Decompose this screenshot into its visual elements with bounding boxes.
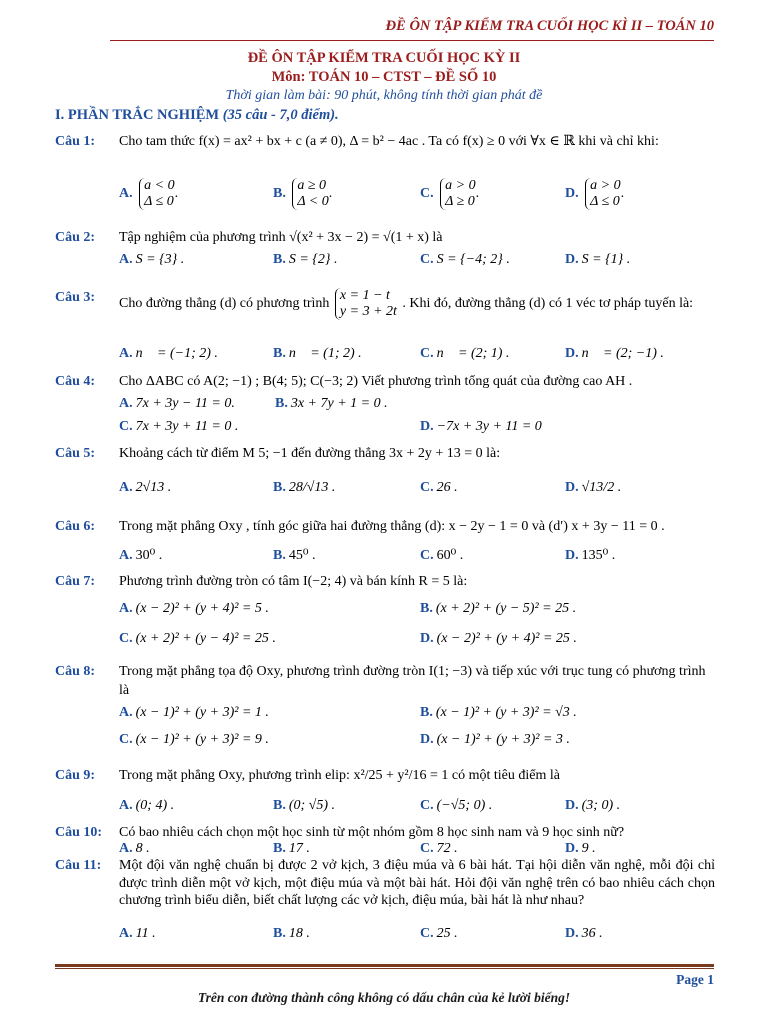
option-d[interactable]: D. a > 0 Δ ≤ 0.: [565, 178, 625, 209]
option-text: 7x + 3y + 11 = 0 .: [135, 419, 239, 434]
option-a[interactable]: [119, 252, 184, 268]
condition-line: a ≥ 0: [297, 178, 327, 193]
options-row: [119, 480, 715, 500]
option-key: C.: [420, 548, 434, 563]
option-text: 36 .: [581, 926, 603, 941]
option-key: A.: [119, 186, 133, 202]
option-c[interactable]: [420, 346, 509, 362]
option-key: C.: [420, 186, 434, 202]
option-b[interactable]: [273, 547, 315, 564]
option-text: 30⁰ .: [135, 548, 163, 563]
option-d[interactable]: [565, 480, 621, 496]
condition-line: x = 1 − t: [339, 288, 390, 303]
option-key: C.: [420, 926, 434, 941]
question-text: Phương trình đường tròn có tâm I(−2; 4) và bán kính R = 5 là:: [119, 574, 468, 589]
condition-line: Δ < 0: [297, 194, 329, 209]
option-key: B.: [275, 396, 288, 411]
option-text: 8 .: [135, 841, 150, 856]
option-text: (x + 2)² + (y − 4)² = 25 .: [135, 631, 276, 646]
option-d[interactable]: [420, 631, 577, 647]
option-text: 72 .: [436, 841, 458, 856]
option-b[interactable]: [275, 396, 388, 412]
option-text: n⃗ = (2; −1) .: [581, 346, 664, 361]
option-text: S = {−4; 2} .: [436, 252, 510, 267]
option-c[interactable]: [420, 798, 492, 814]
option-key: B.: [273, 186, 286, 202]
question-label: Câu 10:: [55, 825, 103, 840]
question-label: Câu 2:: [55, 230, 96, 245]
question-label: Câu 7:: [55, 574, 96, 589]
option-text: (0; 4) .: [135, 798, 175, 813]
option-key: C.: [119, 419, 133, 434]
question-text: Cho ΔABC có A(2; −1) ; B(4; 5); C(−3; 2) Viết phương trình tổng quát của đường cao AH .: [119, 374, 633, 389]
option-c[interactable]: [420, 480, 458, 496]
option-key: C.: [119, 732, 133, 747]
option-b[interactable]: [273, 252, 338, 268]
option-text: √13/2 .: [581, 480, 622, 495]
option-text: 17 .: [288, 841, 310, 856]
footer-rule-thick: [55, 964, 714, 967]
option-key: D.: [420, 419, 434, 434]
condition-line: a > 0: [445, 178, 476, 193]
option-key: D.: [420, 732, 434, 747]
parametric-system: [335, 288, 397, 320]
section-heading: I. PHẦN TRẮC NGHIỆM: [55, 107, 220, 123]
option-text: (x − 1)² + (y + 3)² = 1 .: [135, 705, 269, 720]
option-c[interactable]: [420, 547, 463, 564]
question-text: [119, 288, 715, 320]
options-row: [119, 396, 715, 416]
condition-line: a > 0: [590, 178, 621, 193]
condition-line: y = 3 + 2t: [339, 304, 397, 319]
option-key: A.: [119, 841, 133, 856]
question-text: Khoảng cách từ điểm M 5; −1 đến đường thẳng 3x + 2y + 13 = 0 là:: [119, 446, 501, 461]
question-label: Câu 4:: [55, 374, 96, 389]
option-text: 7x + 3y − 11 = 0.: [135, 396, 235, 411]
option-key: B.: [273, 252, 286, 267]
condition-line: a < 0: [144, 178, 175, 193]
options-row: [119, 732, 715, 752]
option-key: C.: [420, 480, 434, 495]
option-c[interactable]: [420, 252, 510, 268]
option-c[interactable]: [119, 419, 238, 435]
section-meta: (35 câu - 7,0 điểm).: [222, 107, 339, 123]
question-text: Một đội văn nghệ chuẩn bị được 2 vở kịch, 3 điệu múa và 6 bài hát. Tại hội diễn văn nghệ, mỗi đội chỉ được trình diễn một vở kịch, một điệu múa và một bài hát. Hỏi đội văn nghệ trên có bao nhiêu cách chọn chương trình biểu diễn, biết chất lượng các vở kịch, điệu múa, bài hát là như nhau?: [119, 858, 715, 908]
option-a[interactable]: [119, 798, 174, 814]
option-c[interactable]: C. a > 0 Δ ≥ 0.: [420, 178, 480, 209]
option-key: A.: [119, 798, 133, 813]
option-text: 26 .: [436, 480, 458, 495]
option-key: B.: [273, 926, 286, 941]
option-d[interactable]: [565, 926, 603, 942]
option-text: 11 .: [135, 926, 156, 941]
question-text: Cho tam thức f(x) = ax² + bx + c (a ≠ 0), Δ = b² − 4ac . Ta có f(x) ≥ 0 với ∀x ∈ ℝ khi và chỉ khi:: [119, 134, 659, 149]
options-row: [119, 547, 715, 567]
option-a[interactable]: [119, 346, 218, 362]
question-label: Câu 5:: [55, 446, 96, 461]
condition-line: Δ ≥ 0: [445, 194, 475, 209]
option-key: D.: [565, 252, 579, 267]
option-text: 25 .: [436, 926, 458, 941]
option-d[interactable]: [565, 252, 630, 268]
options-row: [119, 926, 715, 946]
option-text: (x − 1)² + (y + 3)² = 3 .: [436, 732, 570, 747]
option-text: 135⁰ .: [581, 548, 616, 563]
option-key: A.: [119, 480, 133, 495]
option-c[interactable]: [420, 841, 458, 857]
option-a[interactable]: [119, 841, 150, 857]
option-d[interactable]: [565, 798, 620, 814]
header-rule: [110, 40, 714, 41]
option-d[interactable]: [565, 841, 596, 857]
option-text: n⃗ = (1; 2) .: [288, 346, 362, 361]
option-key: A.: [119, 252, 133, 267]
question-text: Trong mặt phẳng tọa độ Oxy, phương trình đường tròn I(1; −3) và tiếp xúc với trục tung có phương trình là: [119, 664, 706, 698]
option-text: 3x + 7y + 1 = 0 .: [290, 396, 388, 411]
option-b[interactable]: [273, 841, 310, 857]
question-text: Tập nghiệm của phương trình √(x² + 3x − 2) = √(1 + x) là: [119, 230, 443, 245]
options-row: [119, 419, 715, 439]
option-key: A.: [119, 396, 133, 411]
option-text: (x − 1)² + (y + 3)² = 9 .: [135, 732, 269, 747]
option-text: 60⁰ .: [436, 548, 464, 563]
option-c[interactable]: [119, 732, 269, 748]
option-a[interactable]: [119, 705, 269, 721]
question-text: Trong mặt phẳng Oxy, phương trình elip: x²/25 + y²/16 = 1 có một tiêu điểm là: [119, 768, 560, 783]
option-text: (x − 1)² + (y + 3)² = √3 .: [435, 705, 577, 720]
option-text: n⃗ = (−1; 2) .: [135, 346, 218, 361]
question-text: Có bao nhiêu cách chọn một học sinh từ một nhóm gồm 8 học sinh nam và 9 học sinh nữ?: [119, 825, 625, 840]
condition-line: Δ ≤ 0: [590, 194, 620, 209]
options-row: [119, 798, 715, 818]
option-text: (3; 0) .: [581, 798, 621, 813]
option-text: 9 .: [581, 841, 596, 856]
option-b[interactable]: [273, 798, 335, 814]
option-key: D.: [565, 798, 579, 813]
option-d[interactable]: [565, 346, 664, 362]
option-key: D.: [420, 631, 434, 646]
option-key: D.: [565, 186, 579, 202]
option-text: 45⁰ .: [288, 548, 316, 563]
footer-motto: Trên con đường thành công không có dấu chân của kẻ lười biếng!: [197, 990, 571, 1005]
option-key: B.: [420, 705, 433, 720]
option-key: B.: [420, 601, 433, 616]
option-key: C.: [119, 631, 133, 646]
question-label: Câu 3:: [55, 290, 96, 305]
option-key: A.: [119, 601, 133, 616]
question-label: Câu 8:: [55, 664, 96, 679]
system-of-conditions: [440, 178, 475, 210]
exam-title: ĐỀ ÔN TẬP KIỂM TRA CUỐI HỌC KỲ II: [247, 50, 521, 66]
system-of-conditions: [585, 178, 620, 210]
system-of-conditions: [139, 178, 174, 210]
option-b[interactable]: B. a ≥ 0 Δ < 0.: [273, 178, 333, 209]
option-a[interactable]: [119, 480, 171, 496]
options-row: [119, 601, 715, 621]
exam-time: Thời gian làm bài: 90 phút, không tính thời gian phát đề: [225, 88, 543, 103]
option-b[interactable]: [420, 601, 576, 617]
question-label: Câu 6:: [55, 519, 96, 534]
option-text: n⃗ = (2; 1) .: [436, 346, 510, 361]
option-key: D.: [565, 346, 579, 361]
option-key: C.: [420, 346, 434, 361]
option-b[interactable]: [420, 705, 577, 721]
option-key: B.: [273, 798, 286, 813]
running-header: ĐỀ ÔN TẬP KIỂM TRA CUỐI HỌC KÌ II – TOÁN 10: [385, 18, 714, 34]
question-text-part: Cho đường thẳng (d) có phương trình: [119, 296, 330, 312]
option-a[interactable]: [119, 547, 162, 564]
page-number: Page 1: [676, 972, 714, 987]
option-key: A.: [119, 705, 133, 720]
option-key: C.: [420, 841, 434, 856]
option-key: C.: [420, 798, 434, 813]
option-b[interactable]: [273, 480, 335, 496]
option-text: (0; √5) .: [288, 798, 336, 813]
option-a[interactable]: [119, 601, 269, 617]
question-label: Câu 11:: [55, 858, 102, 873]
option-text: S = {2} .: [288, 252, 338, 267]
option-text: 28/√13 .: [288, 480, 336, 495]
section-title: [55, 107, 339, 124]
option-key: D.: [565, 548, 579, 563]
options-row: [119, 346, 715, 366]
options-row: [119, 705, 715, 725]
option-key: A.: [119, 548, 133, 563]
footer-rule-thin: [55, 968, 714, 969]
option-key: B.: [273, 346, 286, 361]
option-key: C.: [420, 252, 434, 267]
option-a[interactable]: [119, 926, 156, 942]
option-text: (x + 2)² + (y − 5)² = 25 .: [435, 601, 577, 616]
option-key: D.: [565, 926, 579, 941]
option-key: A.: [119, 346, 133, 361]
option-text: 2√13 .: [135, 480, 172, 495]
option-a[interactable]: [119, 396, 235, 412]
option-d[interactable]: [420, 419, 542, 435]
option-text: (x − 2)² + (y + 4)² = 25 .: [436, 631, 577, 646]
option-b[interactable]: [273, 346, 362, 362]
option-text: (x − 2)² + (y + 4)² = 5 .: [135, 601, 269, 616]
option-d[interactable]: [565, 547, 615, 564]
question-text-part: . Khi đó, đường thẳng (d) có 1 véc tơ pháp tuyến là:: [402, 296, 694, 312]
question-label: Câu 1:: [55, 134, 96, 149]
option-text: (−√5; 0) .: [436, 798, 493, 813]
option-b[interactable]: [273, 926, 310, 942]
option-text: S = {3} .: [135, 252, 185, 267]
option-key: B.: [273, 841, 286, 856]
option-text: 18 .: [288, 926, 310, 941]
option-d[interactable]: [420, 732, 570, 748]
options-row: [119, 178, 715, 218]
option-c[interactable]: [119, 631, 276, 647]
option-key: B.: [273, 548, 286, 563]
condition-line: Δ ≤ 0: [144, 194, 174, 209]
option-key: B.: [273, 480, 286, 495]
option-key: A.: [119, 926, 133, 941]
question-label: Câu 9:: [55, 768, 96, 783]
system-of-conditions: [292, 178, 328, 210]
exam-subject: Môn: TOÁN 10 – CTST – ĐỀ SỐ 10: [271, 69, 497, 85]
question-text: Trong mặt phẳng Oxy , tính góc giữa hai đường thẳng (d): x − 2y − 1 = 0 và (d′) x + 3y − 11 = 0 .: [119, 519, 665, 534]
option-key: D.: [565, 841, 579, 856]
option-c[interactable]: [420, 926, 458, 942]
options-row: [119, 631, 715, 651]
option-key: D.: [565, 480, 579, 495]
option-text: S = {1} .: [581, 252, 631, 267]
option-a[interactable]: A. a < 0 Δ ≤ 0.: [119, 178, 179, 209]
options-row: [119, 252, 715, 272]
option-text: −7x + 3y + 11 = 0: [436, 419, 542, 434]
